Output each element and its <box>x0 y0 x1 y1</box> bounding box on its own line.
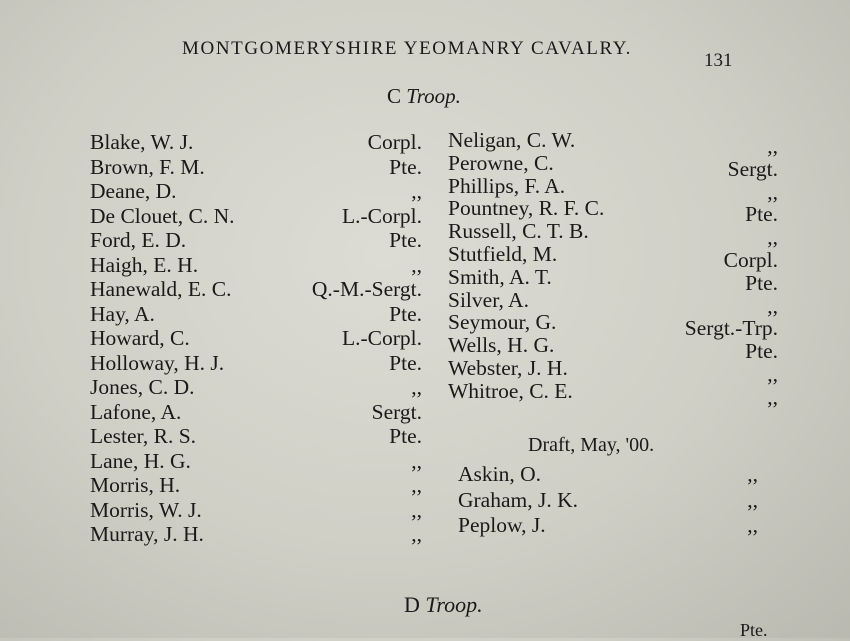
roster-row <box>90 228 422 253</box>
member-name: Howard, C. <box>90 326 190 350</box>
roster-row <box>458 488 758 514</box>
roster-row <box>458 462 758 488</box>
member-rank: Pte. <box>745 339 778 364</box>
roster-row <box>90 277 422 302</box>
member-name: Jones, C. D. <box>90 375 195 399</box>
member-rank: ,, <box>411 497 422 522</box>
member-rank: ,, <box>767 361 778 386</box>
member-rank: Sergt. <box>371 399 422 424</box>
member-name: Morris, W. J. <box>90 497 202 522</box>
cut-off-rank: Pte. <box>740 620 768 640</box>
member-name: Holloway, H. J. <box>90 350 225 375</box>
member-name: Smith, A. T. <box>448 264 552 289</box>
member-name: Morris, H. <box>90 473 181 497</box>
member-rank: ,, <box>767 293 778 318</box>
member-name: Russell, C. T. B. <box>448 219 589 244</box>
member-rank: ,, <box>411 179 422 203</box>
member-rank: Pte. <box>745 202 778 227</box>
roster-row <box>448 378 778 409</box>
member-rank: Pte. <box>745 270 778 295</box>
member-rank: ,, <box>747 487 758 512</box>
member-name: Graham, J. K. <box>458 487 579 512</box>
roster-row <box>90 253 422 278</box>
member-rank: Pte. <box>389 154 422 179</box>
member-rank: Corpl. <box>723 247 778 272</box>
roster-row <box>90 179 422 204</box>
page-number: 131 <box>704 50 733 71</box>
roster-row <box>458 513 758 539</box>
member-rank: Q.-M.-Sergt. <box>311 277 422 301</box>
member-name: Perowne, C. <box>448 150 554 175</box>
member-name: Ford, E. D. <box>90 228 187 252</box>
roster-row <box>448 355 778 386</box>
member-rank: ,, <box>411 375 422 399</box>
member-name: Lester, R. S. <box>90 424 197 448</box>
member-name: Murray, J. H. <box>90 522 204 546</box>
roster-row <box>90 375 422 400</box>
member-name: De Clouet, C. N. <box>90 203 235 228</box>
roster-row <box>448 310 778 341</box>
member-name: Hanewald, E. C. <box>90 277 232 301</box>
troop-c-heading <box>387 84 461 109</box>
troop-c-letter: C <box>387 84 402 108</box>
member-rank: ,, <box>411 522 422 546</box>
member-rank: Pte. <box>389 301 422 326</box>
roster-row <box>448 128 778 158</box>
roster-row <box>448 173 778 204</box>
troop-c-word: Troop. <box>406 84 461 108</box>
member-rank: Corpl. <box>367 130 422 154</box>
member-rank: ,, <box>411 252 422 277</box>
roster-row <box>448 333 778 364</box>
member-rank: Pte. <box>389 424 422 448</box>
member-rank: L.-Corpl. <box>341 203 422 228</box>
roster-row <box>90 204 422 229</box>
roster-row <box>90 302 422 327</box>
member-name: Phillips, F. A. <box>448 173 566 198</box>
right-roster-column <box>448 128 778 409</box>
roster-row <box>90 351 422 376</box>
troop-d-letter: D <box>404 592 420 617</box>
member-rank: Pte. <box>389 228 422 252</box>
member-rank: ,, <box>767 384 778 409</box>
member-name: Hay, A. <box>90 301 155 326</box>
member-rank: ,, <box>767 179 778 204</box>
roster-row <box>448 196 778 227</box>
member-name: Seymour, G. <box>448 310 557 335</box>
left-roster-column <box>90 130 422 547</box>
member-name: Lafone, A. <box>90 399 182 424</box>
member-rank: Sergt.-Trp. <box>684 316 778 341</box>
draft-roster-column <box>458 462 758 539</box>
roster-row <box>90 130 422 155</box>
troop-d-heading <box>404 592 483 618</box>
member-rank: ,, <box>767 134 778 158</box>
roster-row <box>448 219 778 250</box>
roster-row <box>90 473 422 498</box>
roster-row <box>90 155 422 180</box>
roster-row <box>448 264 778 295</box>
member-rank: Pte. <box>389 350 422 375</box>
member-name: Silver, A. <box>448 287 529 312</box>
member-rank: ,, <box>411 448 422 473</box>
roster-row <box>90 498 422 523</box>
member-rank: L.-Corpl. <box>341 326 422 350</box>
roster-row <box>90 424 422 449</box>
member-rank: ,, <box>747 462 758 486</box>
member-rank: ,, <box>767 225 778 250</box>
member-name: Pountney, R. F. C. <box>448 196 605 221</box>
roster-row <box>90 449 422 474</box>
member-rank: ,, <box>411 473 422 497</box>
running-header: MONTGOMERYSHIRE YEOMANRY CAVALRY. <box>182 38 632 59</box>
troop-d-word: Troop. <box>425 592 483 617</box>
member-name: Brown, F. M. <box>90 154 205 179</box>
member-name: Peplow, J. <box>458 513 546 537</box>
member-name: Blake, W. J. <box>90 130 194 154</box>
member-name: Whitroe, C. E. <box>448 378 573 403</box>
member-name: Haigh, E. H. <box>90 252 199 277</box>
roster-row <box>448 287 778 318</box>
member-name: Deane, D. <box>90 179 177 203</box>
roster-row <box>90 326 422 351</box>
member-rank: Sergt. <box>727 156 778 181</box>
draft-heading: Draft, May, '00. <box>528 434 655 456</box>
member-name: Neligan, C. W. <box>448 128 576 152</box>
roster-row <box>90 400 422 425</box>
member-name: Webster, J. H. <box>448 355 568 380</box>
roster-row <box>448 150 778 181</box>
roster-row <box>90 522 422 547</box>
member-name: Lane, H. G. <box>90 448 191 473</box>
member-name: Askin, O. <box>458 462 542 486</box>
member-rank: ,, <box>747 513 758 537</box>
member-name: Stutfield, M. <box>448 241 558 266</box>
member-name: Wells, H. G. <box>448 333 555 358</box>
roster-row <box>448 241 778 272</box>
